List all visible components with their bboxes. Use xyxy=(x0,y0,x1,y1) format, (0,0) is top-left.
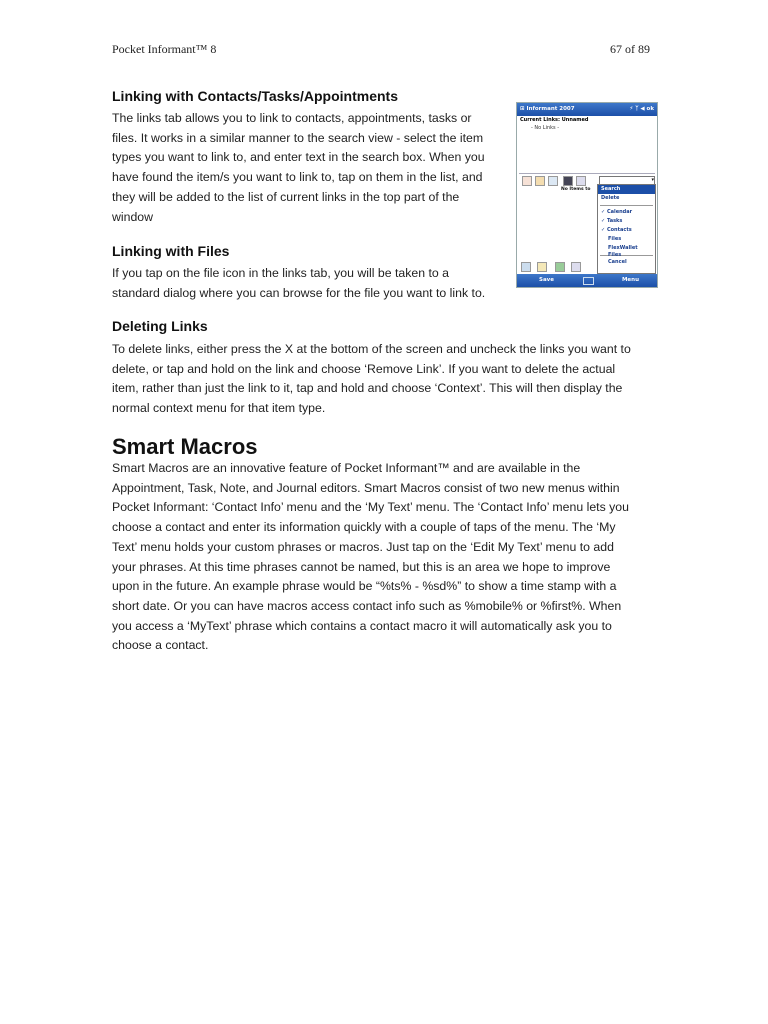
pda-screenshot xyxy=(516,102,658,288)
windows-flag-icon: ⊞ xyxy=(520,106,527,112)
text-line: standard dialog where you can browse for the file you want to link to. xyxy=(112,285,486,300)
text-line: delete, or tap and hold on the link and choose ‘Remove Link’. If you want to delete the actual xyxy=(112,361,616,376)
text-line: Appointment, Task, Note, and Journal editors. Smart Macros consist of two new menus within xyxy=(112,480,620,495)
menu-item-contacts xyxy=(598,226,655,235)
menu-item-files: Files xyxy=(608,236,622,242)
text-line: Pocket Informant: ‘Contact Info’ menu and the ‘My Text’ menu. The ‘Contact Info’ menu lets you xyxy=(112,500,629,515)
menu-item-calendar xyxy=(598,208,655,217)
pda-current-links: Current Links: Unnamed xyxy=(520,117,589,123)
pda-title-bar xyxy=(517,103,657,116)
heading-linking-contacts: Linking with Contacts/Tasks/Appointments xyxy=(112,88,398,104)
text-line: If you tap on the file icon in the links tab, you will be taken to a xyxy=(112,266,449,280)
check-icon: ✓ xyxy=(601,227,607,233)
task-icon xyxy=(535,176,545,186)
menu-item-cancel: Cancel xyxy=(608,259,627,265)
text-line: choose a contact. xyxy=(112,638,209,653)
check-icon: ✓ xyxy=(601,218,607,224)
pda-menu-softkey: Menu xyxy=(621,277,639,283)
pda-window-title: Informant 2007 xyxy=(526,106,575,112)
menu-item-search: Search xyxy=(598,185,655,194)
text-line: window xyxy=(112,209,154,224)
menu-item-label: Calendar xyxy=(606,209,633,215)
pda-no-links: - No Links - xyxy=(531,125,560,131)
header-title: Pocket Informant™ 8 xyxy=(112,42,217,56)
text-line: they will be added to the list of current links in the top part of the xyxy=(112,189,460,204)
text-line: you access a ‘MyText’ phrase which contains a contact macro it will automatically ask you to xyxy=(112,618,612,633)
note-icon xyxy=(537,262,547,272)
text-line: files. It works in a similar manner to the search view - select the item xyxy=(112,130,484,145)
link-icon xyxy=(555,262,565,272)
pda-save-softkey: Save xyxy=(539,277,554,283)
heading-linking-files: Linking with Files xyxy=(112,243,230,259)
text-line: Text’ menu holds your custom phrases or macros. Just tap on the ‘Edit My Text’ menu to add xyxy=(112,539,614,554)
save-disk-icon xyxy=(563,176,573,186)
contact-icon xyxy=(548,176,558,186)
heading-deleting-links: Deleting Links xyxy=(112,318,208,334)
text-line: To delete links, either press the X at the bottom of the screen and uncheck the links you want to xyxy=(112,342,631,356)
menu-separator xyxy=(600,205,653,206)
menu-item-delete: Delete xyxy=(601,195,620,201)
text-line: item, rather than just the link to it, tap and hold and choose ‘Context’. This will then display the xyxy=(112,381,623,396)
pda-no-items: No Items to xyxy=(561,187,591,192)
text-line: have found the item/s you want to link to, tap on them in the list, and xyxy=(112,170,483,185)
paragraph-deleting-links xyxy=(112,340,631,419)
text-line: choose a contact and enter its information quickly with a couple of taps of the menu. The ‘My xyxy=(112,520,616,535)
text-line: your phrases. At this time phrases cannot be named, but this is an area we hope to improve xyxy=(112,559,611,574)
keyboard-icon xyxy=(583,277,594,285)
attach-icon xyxy=(571,262,581,272)
text-line: types you want to link to, and enter text in the search box. When you xyxy=(112,150,485,165)
pda-bottom-toolbar xyxy=(519,260,597,273)
page-number: 67 of 89 xyxy=(610,42,650,56)
calendar-icon xyxy=(522,176,532,186)
text-line: short date. Or you can have macros access contact info such as %mobile% or %first%. When xyxy=(112,598,622,613)
text-line: Smart Macros are an innovative feature of Pocket Informant™ and are available in the xyxy=(112,461,581,475)
text-line: normal context menu for that item type. xyxy=(112,401,326,416)
text-line: upon in the future. An example phrase would be “%ts% - %sd%” to show a time stamp with a xyxy=(112,579,617,594)
pda-status-icons: ⚡ ᛉ ◀ ok xyxy=(629,106,654,112)
pda-search-combo: ▾ xyxy=(599,176,655,185)
menu-item-flexwallet-files: FlexWallet Files xyxy=(608,245,638,258)
menu-item-label: Contacts xyxy=(606,227,632,233)
image-icon xyxy=(521,262,531,272)
pda-context-menu xyxy=(597,184,656,274)
file-icon xyxy=(576,176,586,186)
paragraph-linking-contacts xyxy=(112,109,485,227)
text-line: The links tab allows you to link to contacts, appointments, tasks or xyxy=(112,111,472,125)
pda-softkey-bar xyxy=(517,274,657,287)
menu-item-label: Tasks xyxy=(606,218,623,224)
paragraph-smart-macros xyxy=(112,459,629,656)
heading-smart-macros: Smart Macros xyxy=(112,434,258,459)
check-icon: ✓ xyxy=(601,209,607,215)
paragraph-linking-files xyxy=(112,264,485,303)
menu-item-tasks xyxy=(598,217,655,226)
